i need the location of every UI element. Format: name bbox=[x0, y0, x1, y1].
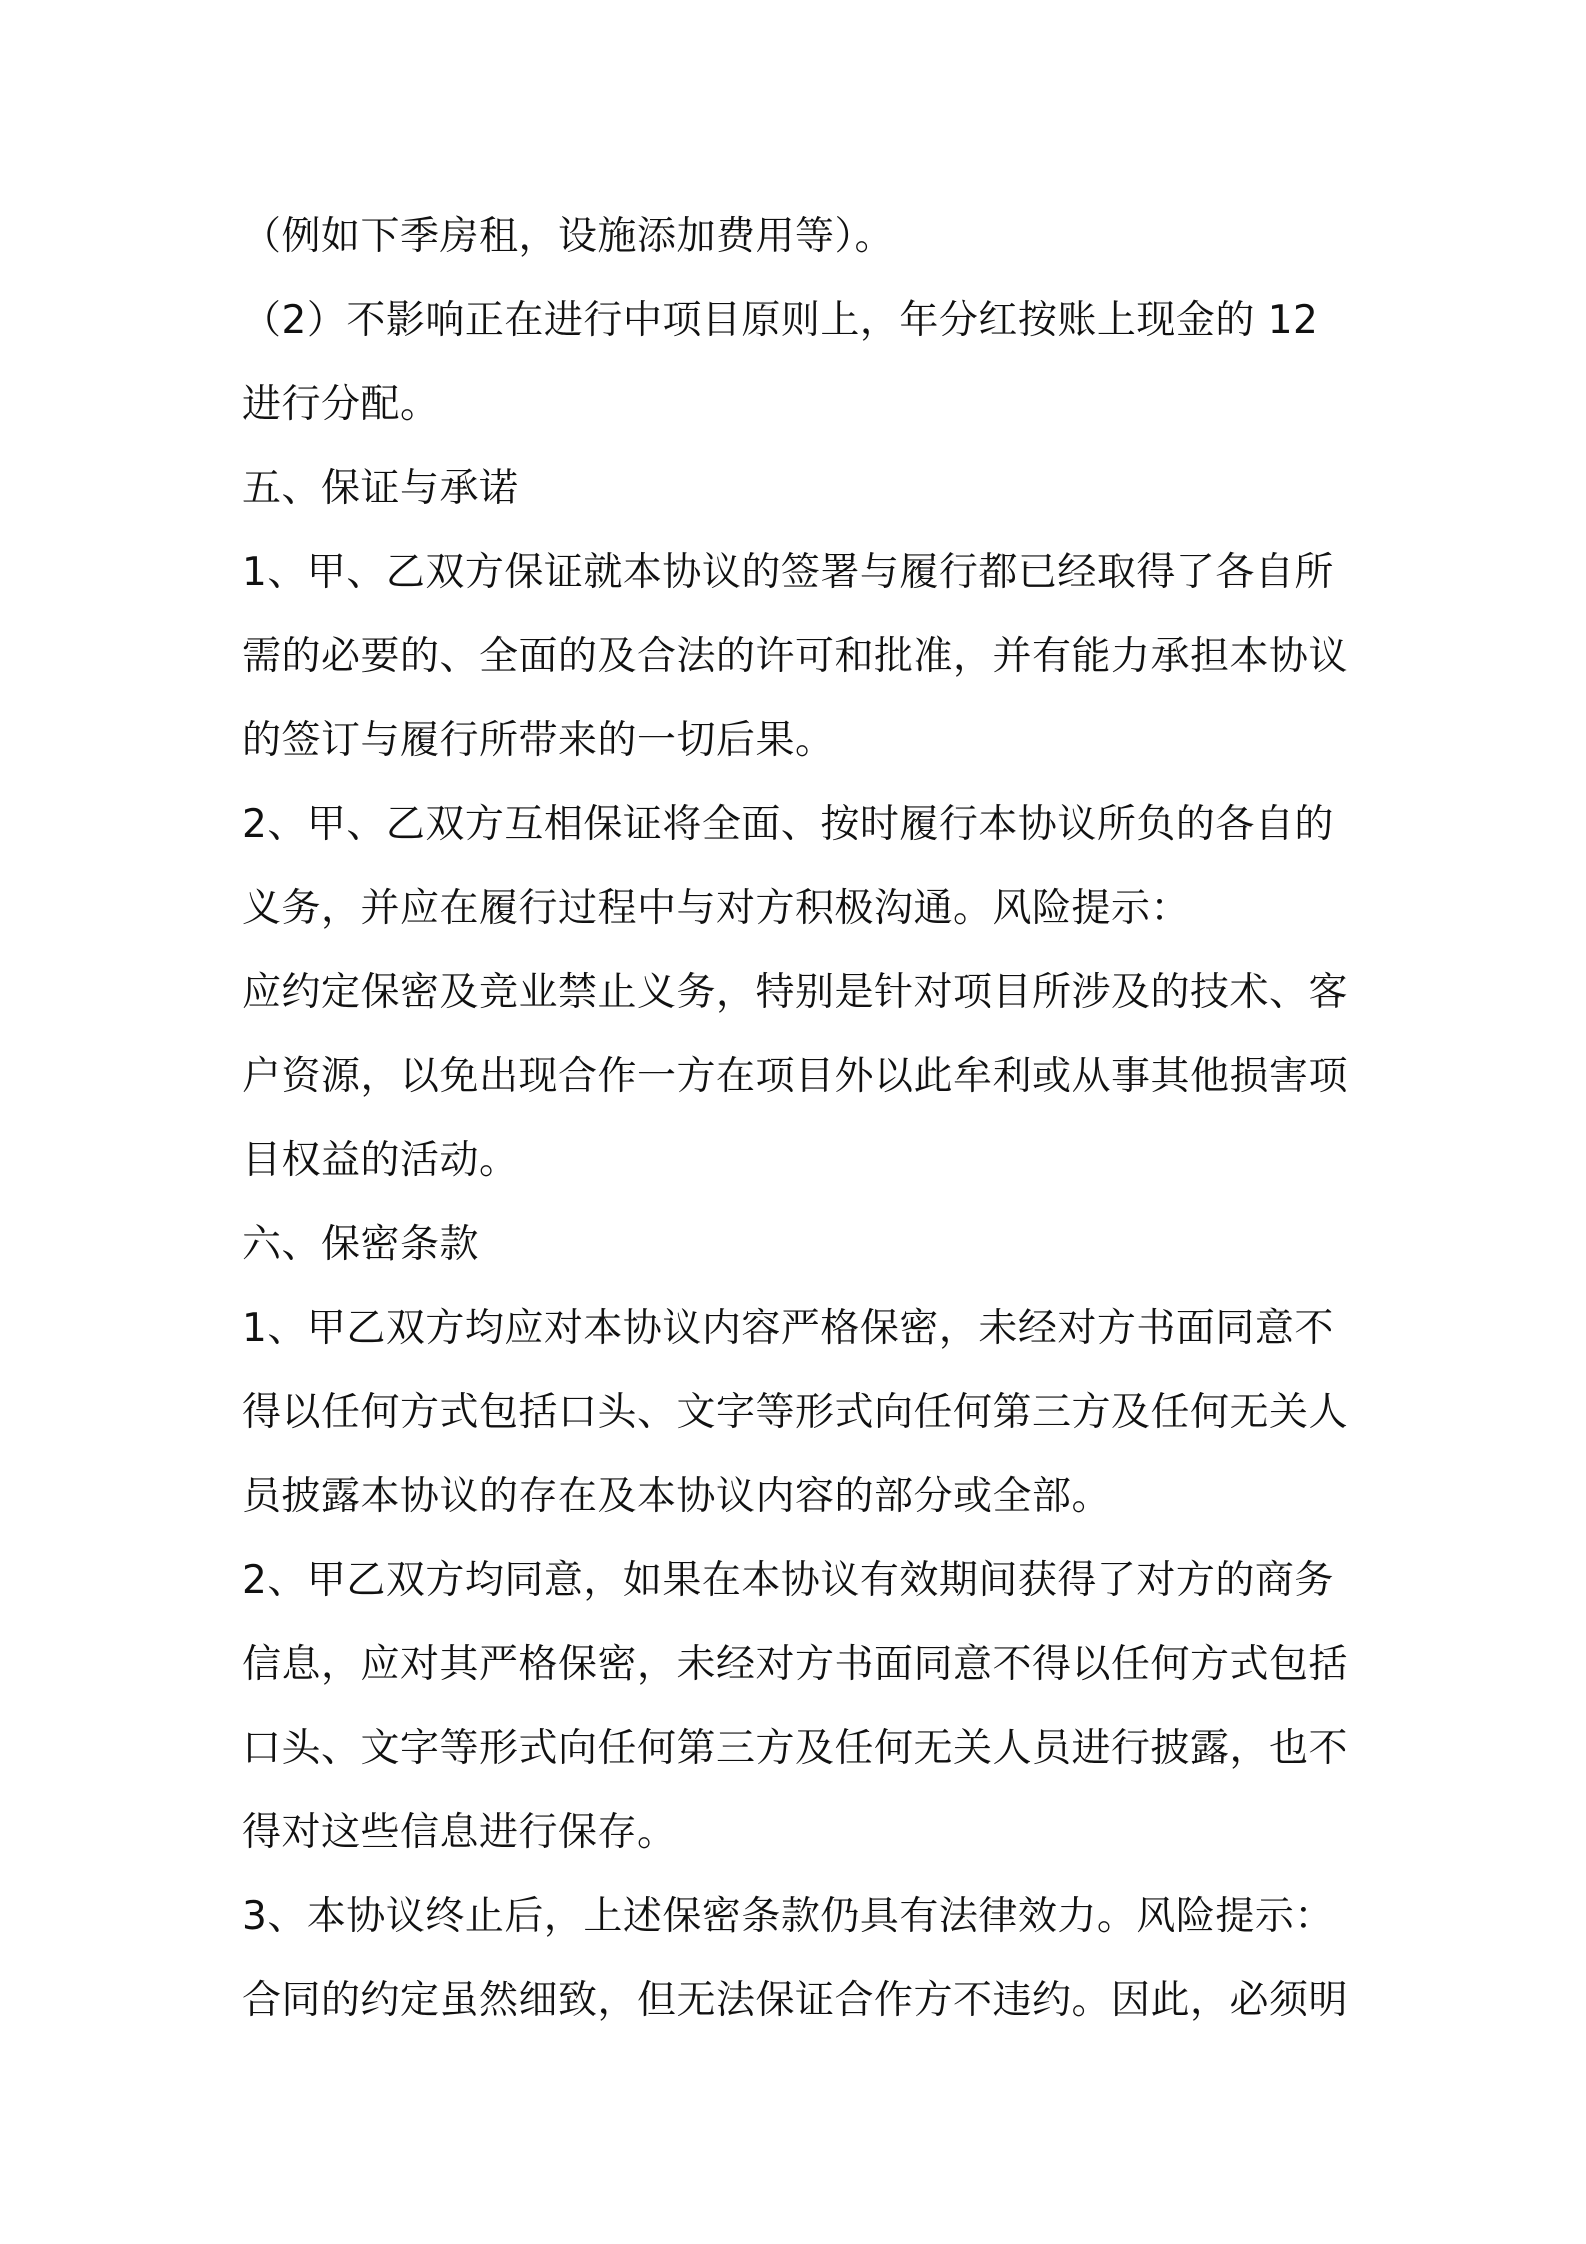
paragraph-line: 3、本协议终止后，上述保密条款仍具有法律效力。风险提示： bbox=[242, 1894, 1334, 1939]
paragraph-line: 得对这些信息进行保存。 bbox=[242, 1810, 677, 1855]
paragraph-line: 义务，并应在履行过程中与对方积极沟通。风险提示： bbox=[242, 886, 1191, 931]
paragraph-line: 1、甲乙双方均应对本协议内容严格保密，未经对方书面同意不 bbox=[242, 1306, 1334, 1351]
paragraph-line: 2、甲、乙双方互相保证将全面、按时履行本协议所负的各自的 bbox=[242, 802, 1334, 847]
paragraph-line: 的签订与履行所带来的一切后果。 bbox=[242, 718, 835, 763]
paragraph-line: （例如下季房租，设施添加费用等）。 bbox=[242, 214, 895, 259]
paragraph-line: 得以任何方式包括口头、文字等形式向任何第三方及任何无关人 bbox=[242, 1390, 1349, 1435]
paragraph-line: 员披露本协议的存在及本协议内容的部分或全部。 bbox=[242, 1474, 1112, 1519]
paragraph-line: （2）不影响正在进行中项目原则上，年分红按账上现金的 12 bbox=[242, 298, 1319, 343]
paragraph-line: 进行分配。 bbox=[242, 382, 440, 427]
paragraph-line: 应约定保密及竞业禁止义务，特别是针对项目所涉及的技术、客 bbox=[242, 970, 1349, 1015]
paragraph-line: 需的必要的、全面的及合法的许可和批准，并有能力承担本协议 bbox=[242, 634, 1349, 679]
paragraph-line: 目权益的活动。 bbox=[242, 1138, 519, 1183]
paragraph-line: 2、甲乙双方均同意，如果在本协议有效期间获得了对方的商务 bbox=[242, 1558, 1334, 1603]
paragraph-line: 信息，应对其严格保密，未经对方书面同意不得以任何方式包括 bbox=[242, 1642, 1349, 1687]
paragraph-line: 1、甲、乙双方保证就本协议的签署与履行都已经取得了各自所 bbox=[242, 550, 1334, 595]
paragraph-line: 合同的约定虽然细致，但无法保证合作方不违约。因此，必须明 bbox=[242, 1978, 1349, 2023]
section-heading: 五、保证与承诺 bbox=[242, 466, 519, 511]
paragraph-line: 口头、文字等形式向任何第三方及任何无关人员进行披露，也不 bbox=[242, 1726, 1349, 1771]
paragraph-line: 户资源，以免出现合作一方在项目外以此牟利或从事其他损害项 bbox=[242, 1054, 1349, 1099]
document-body bbox=[242, 195, 1362, 2043]
section-heading: 六、保密条款 bbox=[242, 1222, 480, 1267]
